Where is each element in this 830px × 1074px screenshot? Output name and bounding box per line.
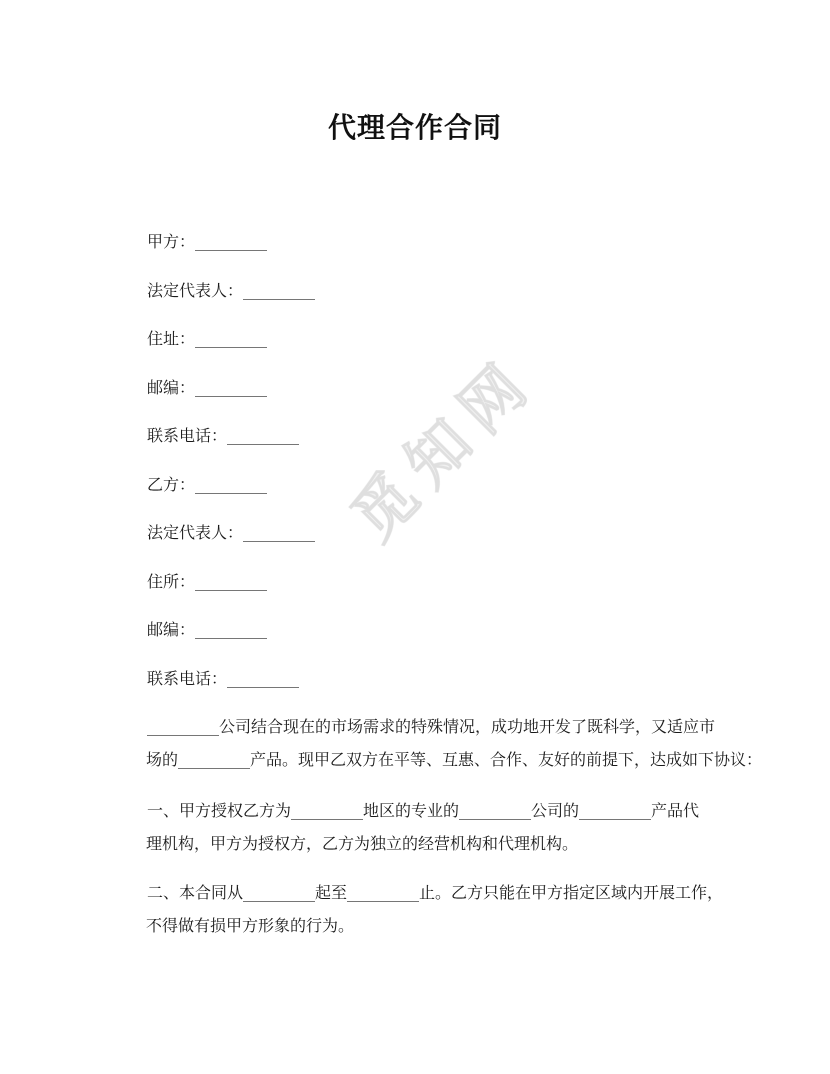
- paragraph-clause-2-line-1: 二、本合同从_________起至_________止。乙方只能在甲方指定区域内开展工作，: [147, 883, 724, 902]
- watermark: 觅知网: [337, 341, 550, 555]
- party-b-phone-field: 联系电话：_________: [147, 669, 300, 688]
- party-a-phone-field: 联系电话：_________: [147, 426, 300, 445]
- party-b-residence-field: 住所：_________: [147, 572, 268, 591]
- party-a-field: 甲方：_________: [147, 232, 268, 251]
- party-b-legal-rep-field: 法定代表人：_________: [147, 523, 316, 542]
- paragraph-intro-line-1: _________公司结合现在的市场需求的特殊情况，成功地开发了既科学，又适应市: [147, 717, 716, 736]
- paragraph-clause-1-line-1: 一、甲方授权乙方为_________地区的专业的_________公司的_________产品代: [147, 801, 700, 820]
- party-b-field: 乙方：_________: [147, 475, 268, 494]
- paragraph-clause-2-line-2: 不得做有损甲方形象的行为。: [146, 916, 355, 935]
- party-b-postcode-field: 邮编：_________: [147, 620, 268, 639]
- paragraph-clause-2: [147, 876, 742, 942]
- paragraph-clause-1: [147, 794, 742, 860]
- party-a-postcode-field: 邮编：_________: [147, 378, 268, 397]
- paragraph-intro-line-2: 场的_________产品。现甲乙双方在平等、互惠、合作、友好的前提下，达成如下协议：: [146, 750, 763, 769]
- paragraph-clause-1-line-2: 理机构，甲方为授权方，乙方为独立的经营机构和代理机构。: [146, 834, 579, 853]
- paragraph-intro: [146, 710, 763, 776]
- party-a-address-field: 住址：_________: [147, 329, 268, 348]
- document-title: 代理合作合同: [327, 111, 502, 144]
- party-a-legal-rep-field: 法定代表人：_________: [147, 281, 316, 300]
